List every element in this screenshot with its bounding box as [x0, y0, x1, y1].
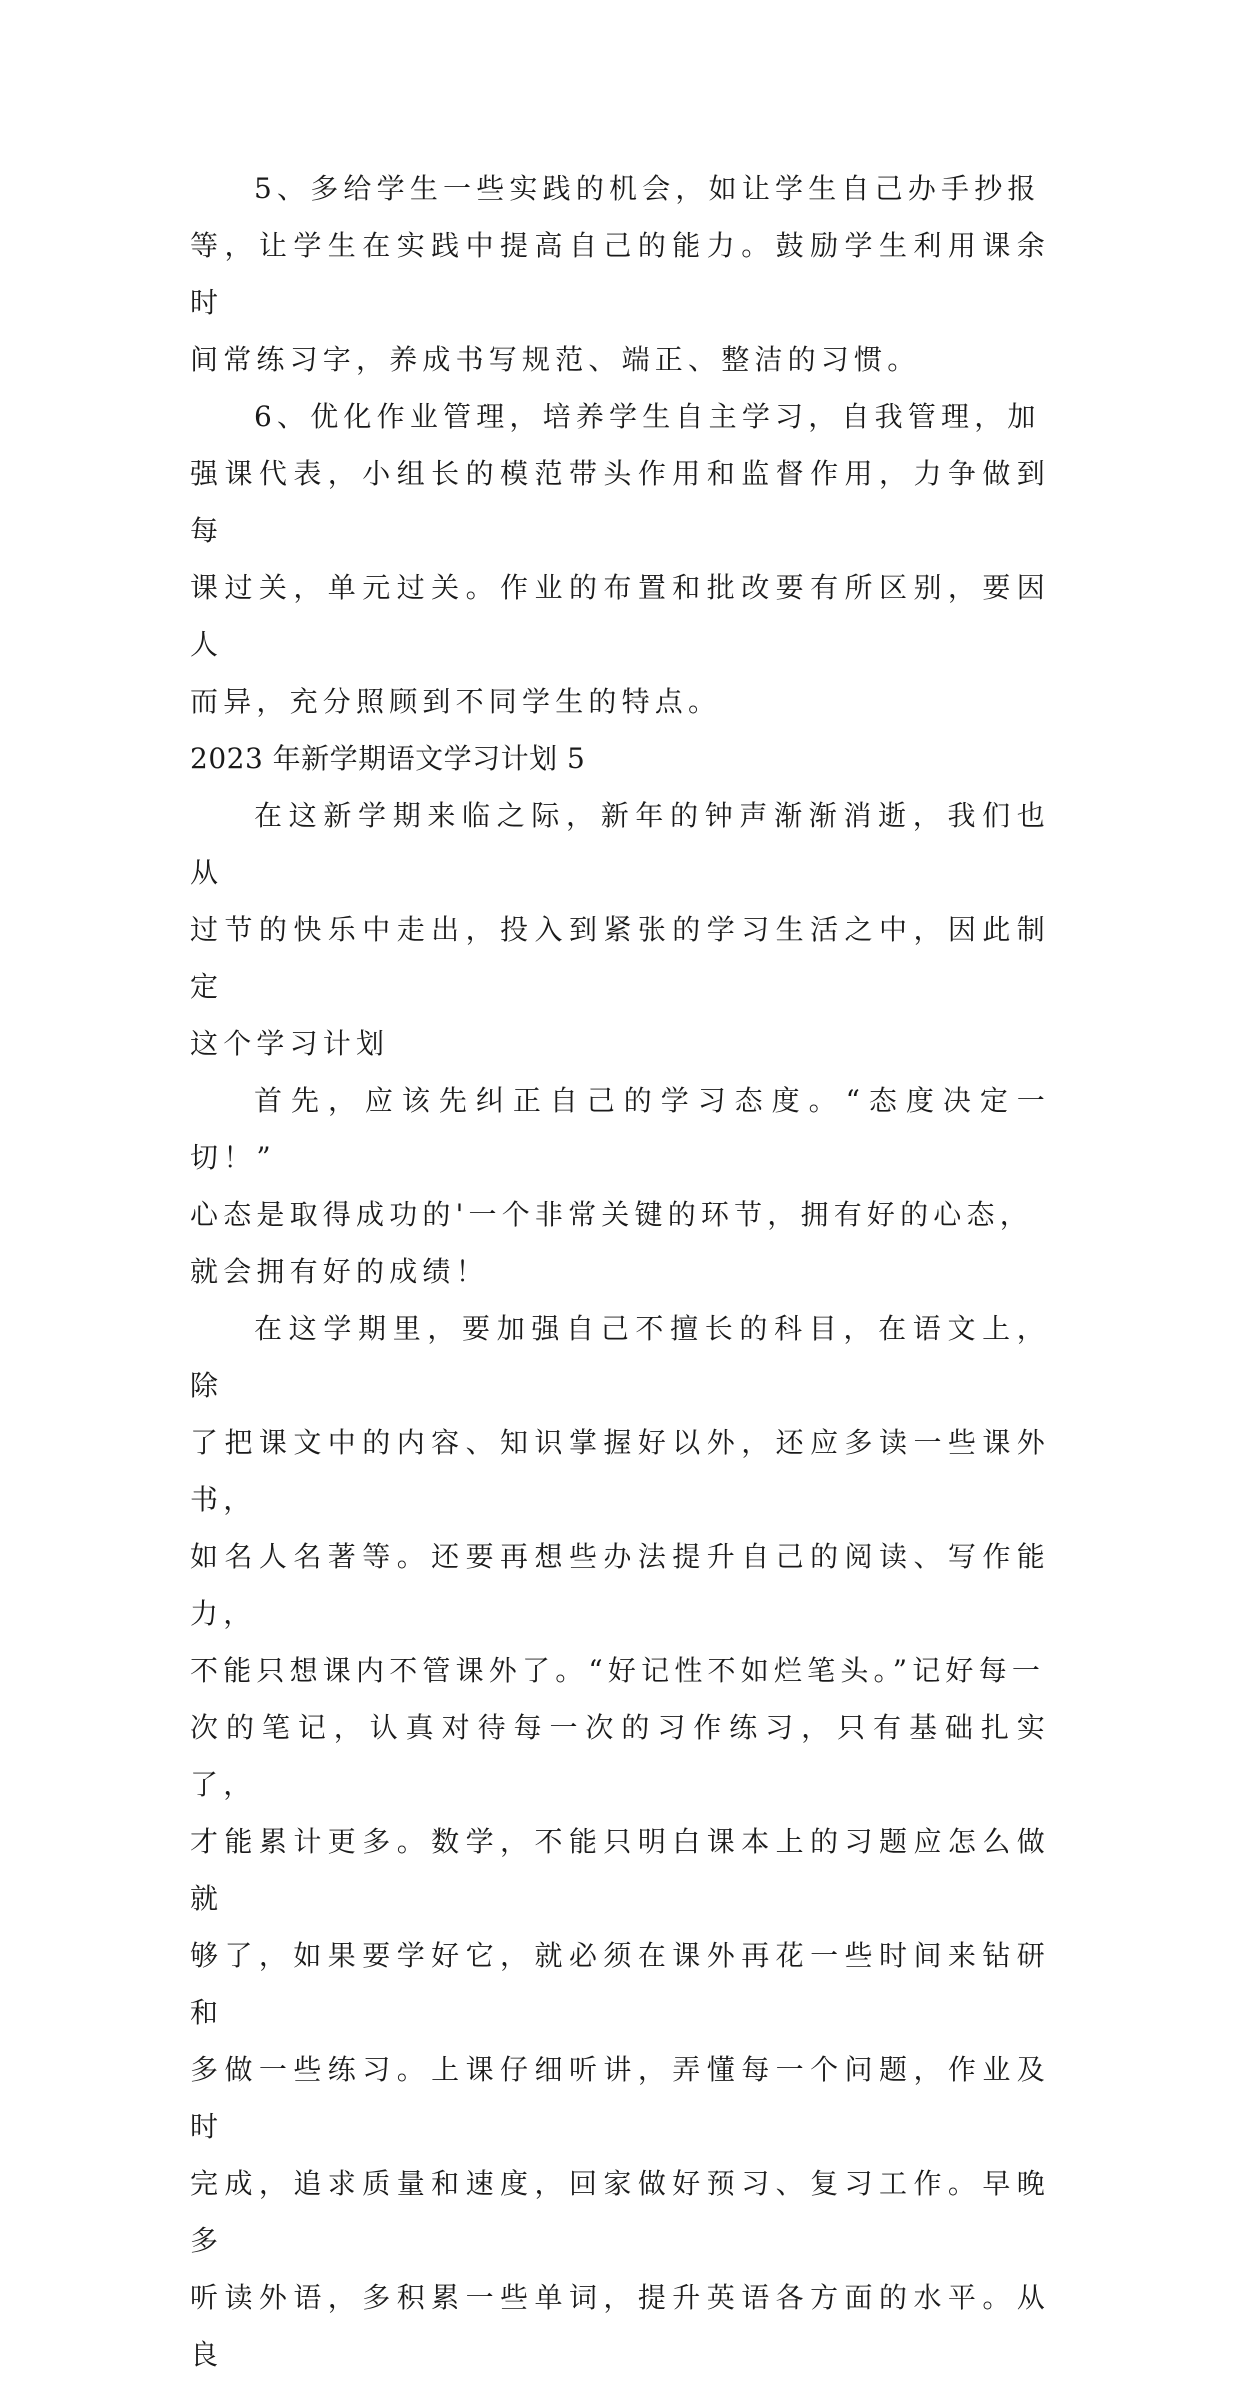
section-heading: 2023 年新学期语文学习计划 5 [190, 742, 586, 775]
document-body [190, 160, 1050, 2383]
paragraph-item-6: 6、优化作业管理，培养学生自主学习，自我管理，加 强课代表，小组长的模范带头作用和监督作用，力争做到每 课过关，单元过关。作业的布置和批改要有所区别，要因人 而异，充分照顾到不同学生的特点。 [190, 400, 1050, 718]
paragraph-attitude: 首先，应该先纠正自己的学习态度。“态度决定一切！” 心态是取得成功的'一个非常关键的环节，拥有好的心态， 就会拥有好的成绩！ [190, 1084, 1050, 1288]
paragraph-item-5: 5、多给学生一些实践的机会，如让学生自己办手抄报 等，让学生在实践中提高自己的能力。鼓励学生利用课余时 间常练习字，养成书写规范、端正、整洁的习惯。 [190, 172, 1050, 376]
paragraph-subjects: 在这学期里，要加强自己不擅长的科目，在语文上，除 了把课文中的内容、知识掌握好以外，还应多读一些课外书， 如名人名著等。还要再想些办法提升自己的阅读、写作能力， 不能只想课内不管课外了。“好记性不如烂笔头。”记好每一 次的笔记，认真对待每一次的习作练习，只有基础扎实了， 才能累计更多。数学，不能只明白课本上的习题应怎么做就 够了，如果要学好它，就必须在课外再花一些时间来钻研和 多做一些练习。上课仔细听讲，弄懂每一个问题，作业及时 完成，追求质量和速度，回家做好预习、复习工作。早晚多 听读外语，多积累一些单词，提升英语各方面的水平。从良 [190, 1312, 1050, 2371]
paragraph-intro: 在这新学期来临之际，新年的钟声渐渐消逝，我们也从 过节的快乐中走出，投入到紧张的学习生活之中，因此制定 这个学习计划 [190, 799, 1050, 1060]
